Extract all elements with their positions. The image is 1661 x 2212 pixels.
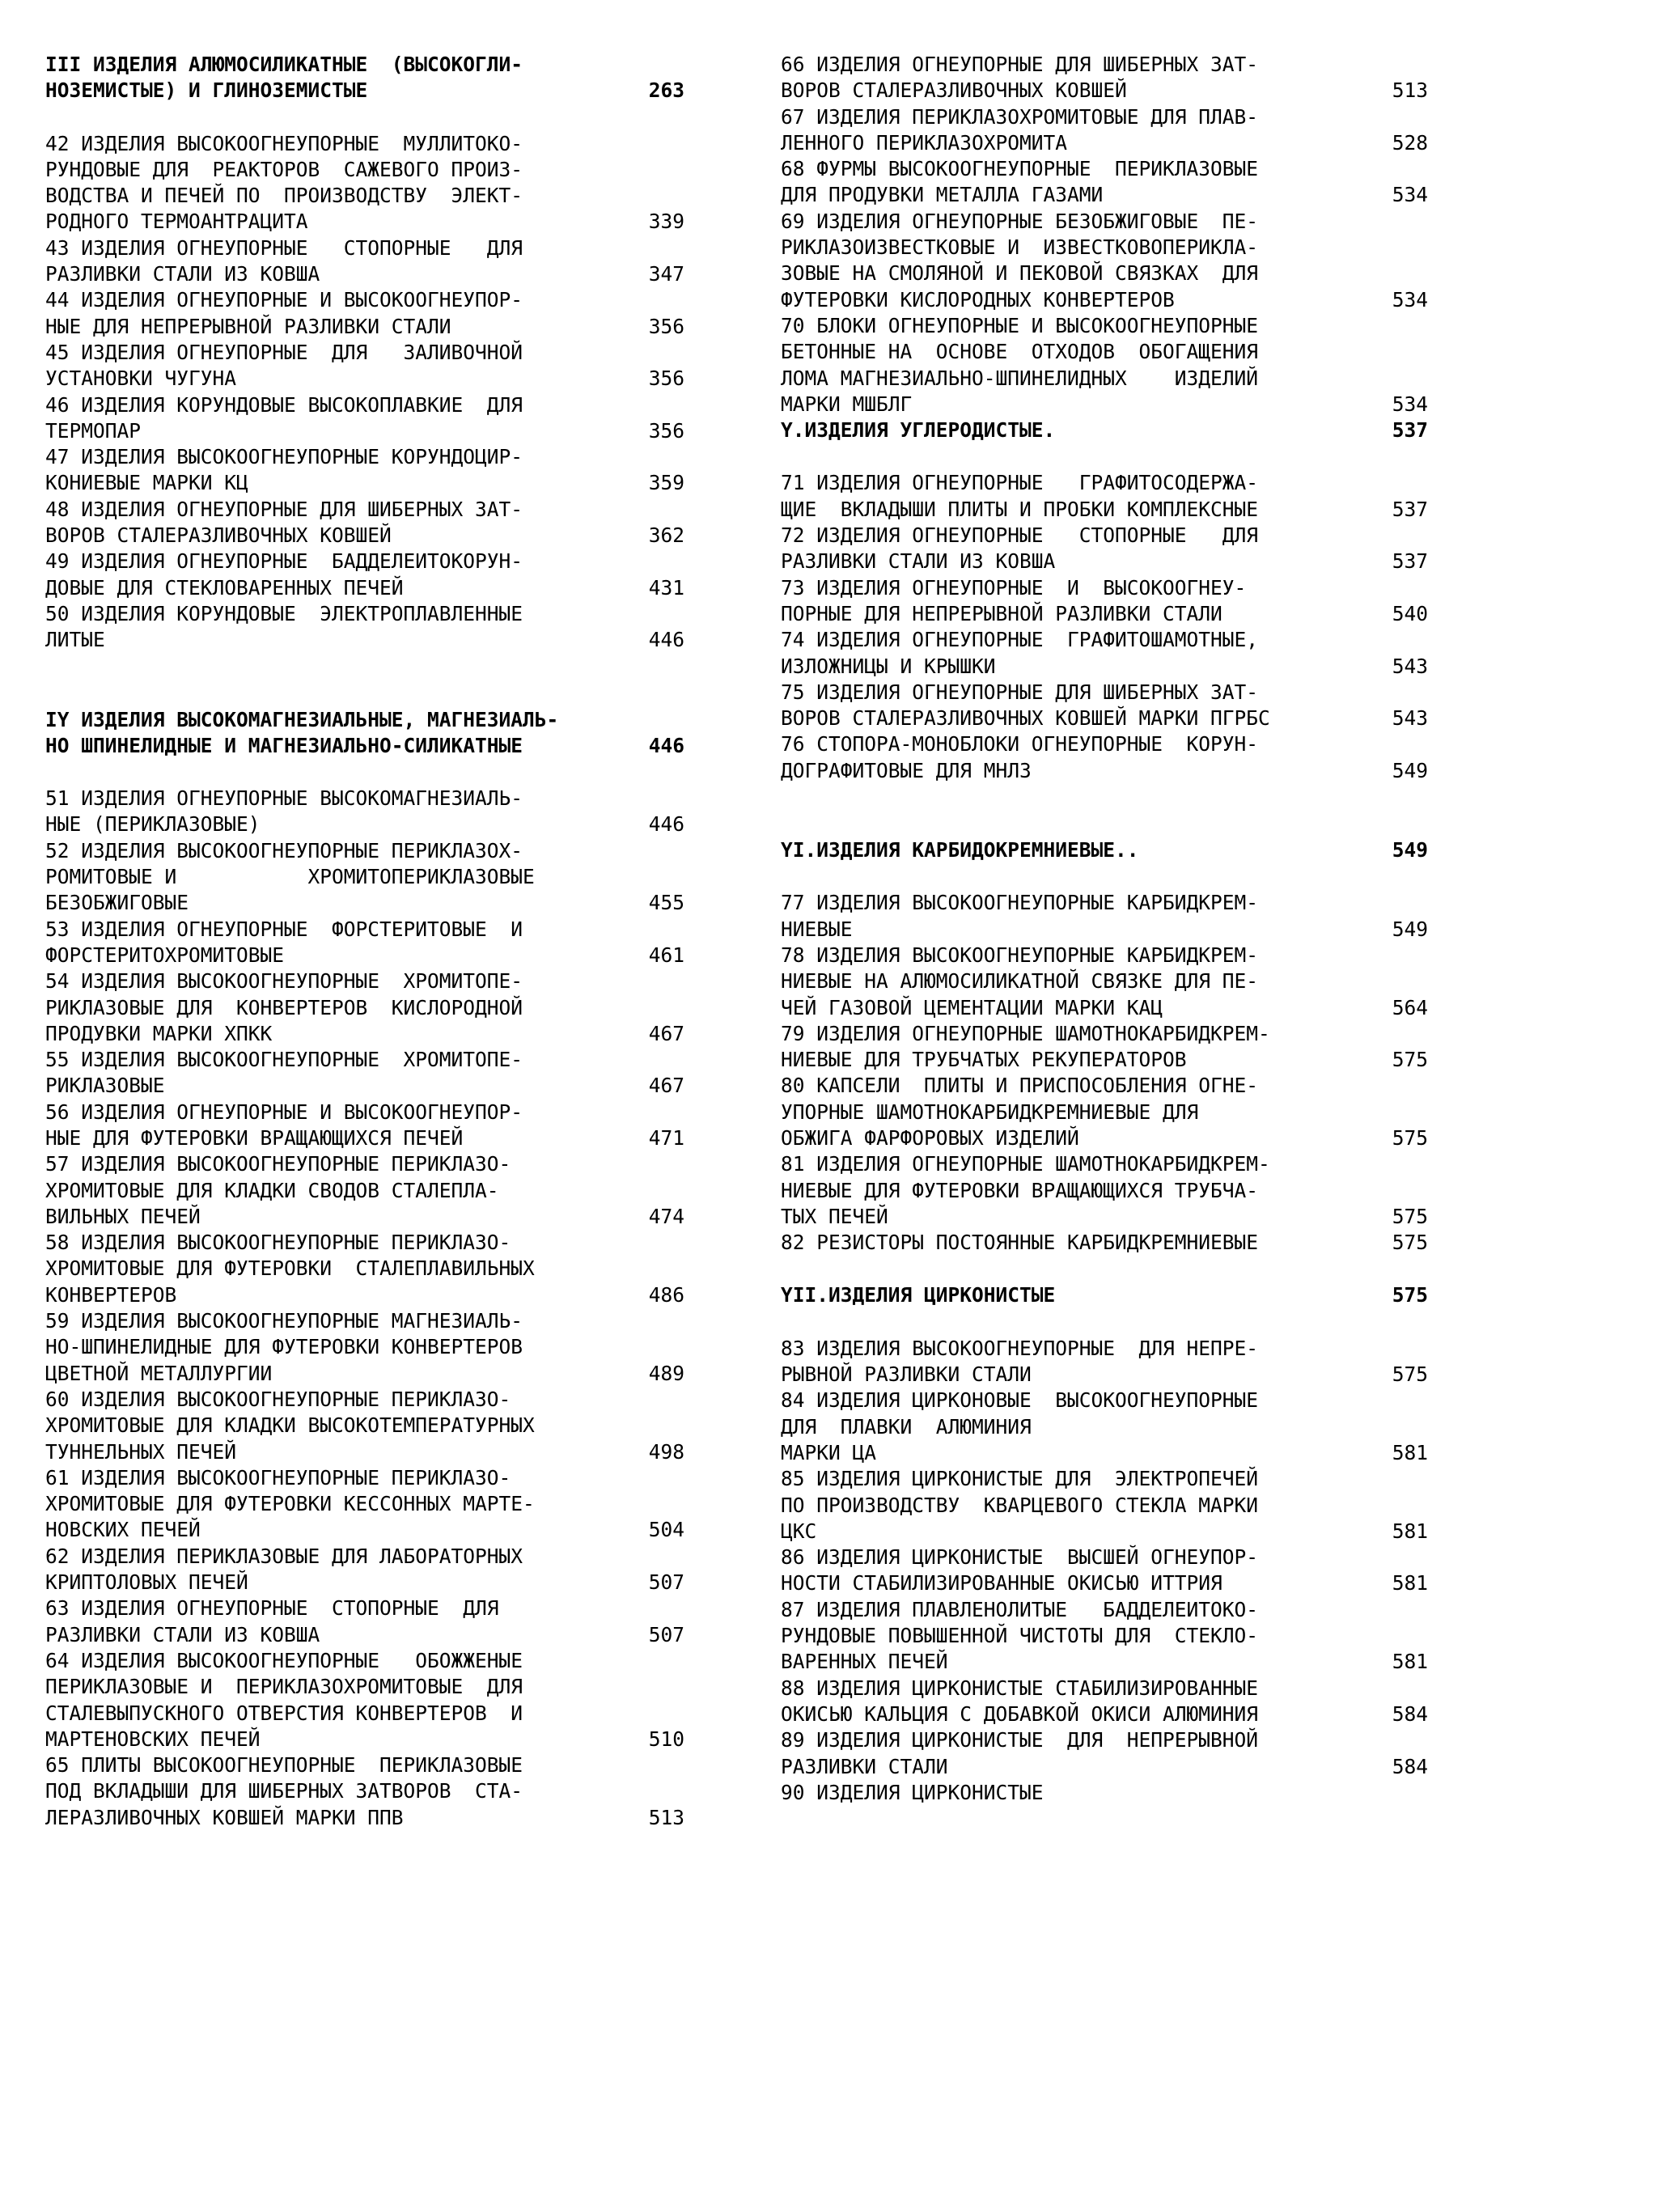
toc-entry	[781, 1336, 1428, 1388]
title-line: РЫВНОЙ РАЗЛИВКИ СТАЛИ	[781, 1362, 1032, 1387]
page-number: 446	[648, 733, 684, 757]
title-line: ВОРОВ СТАЛЕРАЗЛИВОЧНЫХ КОВШЕЙ	[781, 78, 1127, 103]
spacer	[45, 654, 684, 707]
entry-title	[781, 943, 1347, 1021]
page-number: 584	[1392, 1754, 1428, 1778]
entry-title	[781, 1021, 1347, 1074]
entry-title	[781, 1597, 1347, 1676]
title-line: ДОВЫЕ ДЛЯ СТЕКЛОВАРЕННЫХ ПЕЧЕЙ	[45, 575, 404, 600]
page-number: 549	[1392, 758, 1428, 782]
entry-title	[45, 968, 612, 1047]
entry-title	[781, 523, 1347, 575]
title-line: 59 ИЗДЕЛИЯ ВЫСОКООГНЕУПОРНЫЕ МАГНЕЗИАЛЬ-	[45, 1309, 523, 1333]
title-line: НИЕВЫЕ ДЛЯ ФУТЕРОВКИ ВРАЩАЮЩИХСЯ ТРУБЧА-	[781, 1178, 1259, 1202]
title-line: Y.ИЗДЕЛИЯ УГЛЕРОДИСТЫЕ.	[781, 418, 1056, 443]
title-line: 49 ИЗДЕЛИЯ ОГНЕУПОРНЫЕ БАДДЕЛЕИТОКОРУН-	[45, 549, 523, 574]
title-line: РУНДОВЫЕ ПОВЫШЕННОЙ ЧИСТОТЫ ДЛЯ СТЕКЛО-	[781, 1624, 1259, 1648]
page-number: 581	[1392, 1519, 1428, 1543]
toc-entry	[781, 209, 1428, 313]
title-line: IY ИЗДЕЛИЯ ВЫСОКОМАГНЕЗИАЛЬНЫЕ, МАГНЕЗИАЛЬ-	[45, 707, 559, 731]
title-line: ДОГРАФИТОВЫЕ ДЛЯ МНЛЗ	[781, 758, 1032, 782]
entry-title	[45, 497, 612, 549]
title-line: ХРОМИТОВЫЕ ДЛЯ ФУТЕРОВКИ СТАЛЕПЛАВИЛЬНЫХ	[45, 1256, 535, 1281]
title-line: 48 ИЗДЕЛИЯ ОГНЕУПОРНЫЕ ДЛЯ ШИБЕРНЫХ ЗАТ-	[45, 497, 523, 521]
entry-title	[781, 1466, 1347, 1545]
page-number: 263	[648, 78, 684, 103]
entry-title	[45, 838, 612, 917]
title-line: ФОРСТЕРИТОХРОМИТОВЫЕ	[45, 943, 285, 967]
entry-title	[45, 549, 612, 601]
toc-entry	[45, 131, 684, 235]
page-number: 581	[1392, 1571, 1428, 1595]
entry-title	[45, 601, 612, 654]
title-line: ВОДСТВА И ПЕЧЕЙ ПО ПРОИЗВОДСТВУ ЭЛЕКТ-	[45, 184, 523, 208]
toc-entry	[781, 943, 1428, 1021]
title-line: МАРТЕНОВСКИХ ПЕЧЕЙ	[45, 1727, 261, 1751]
title-line: ВОРОВ СТАЛЕРАЗЛИВОЧНЫХ КОВШЕЙ	[45, 523, 392, 548]
title-line: ЛЕРАЗЛИВОЧНЫХ КОВШЕЙ МАРКИ ППВ	[45, 1805, 404, 1829]
title-line: МАРКИ ЦА	[781, 1440, 877, 1464]
title-line: РАЗЛИВКИ СТАЛИ ИЗ КОВША	[45, 262, 320, 286]
toc-entry	[45, 444, 684, 497]
page-number: 471	[648, 1125, 684, 1150]
page-number: 584	[1392, 1701, 1428, 1726]
title-line: 80 КАПСЕЛИ ПЛИТЫ И ПРИСПОСОБЛЕНИЯ ОГНЕ-	[781, 1074, 1259, 1098]
spacer	[781, 784, 1428, 837]
title-line: 53 ИЗДЕЛИЯ ОГНЕУПОРНЫЕ ФОРСТЕРИТОВЫЕ И	[45, 917, 523, 941]
title-line: ВАРЕННЫХ ПЕЧЕЙ	[781, 1650, 948, 1674]
entry-title	[781, 1073, 1347, 1151]
page-number: 549	[1392, 838, 1428, 862]
title-line: РОДНОГО ТЕРМОАНТРАЦИТА	[45, 210, 308, 234]
title-line: ОКИСЬЮ КАЛЬЦИЯ С ДОБАВКОЙ ОКИСИ АЛЮМИНИЯ	[781, 1701, 1259, 1726]
page-number: 347	[648, 262, 684, 286]
title-line: ХРОМИТОВЫЕ ДЛЯ КЛАДКИ СВОДОВ СТАЛЕПЛА-	[45, 1178, 499, 1202]
page-number: 534	[1392, 183, 1428, 207]
toc-entry	[45, 968, 684, 1047]
section-title	[781, 1282, 1347, 1308]
entry-title	[781, 104, 1347, 157]
toc-entry	[45, 392, 684, 445]
title-line: РИКЛАЗОИЗВЕСТКОВЫЕ И ИЗВЕСТКОВОПЕРИКЛА-	[781, 235, 1259, 260]
toc-section-heading	[781, 417, 1428, 443]
toc-entry	[45, 1595, 684, 1648]
title-line: 65 ПЛИТЫ ВЫСОКООГНЕУПОРНЫЕ ПЕРИКЛАЗОВЫЕ	[45, 1753, 523, 1778]
entry-title	[781, 1780, 1347, 1806]
page-number: 507	[648, 1570, 684, 1595]
spacer	[45, 759, 684, 786]
toc-entry	[45, 1544, 684, 1596]
title-line: 74 ИЗДЕЛИЯ ОГНЕУПОРНЫЕ ГРАФИТОШАМОТНЫЕ,	[781, 628, 1259, 652]
title-line: ДЛЯ ПЛАВКИ АЛЮМИНИЯ	[781, 1414, 1032, 1439]
entry-title	[45, 1544, 612, 1596]
title-line: 70 БЛОКИ ОГНЕУПОРНЫЕ И ВЫСОКООГНЕУПОРНЫЕ	[781, 313, 1259, 337]
toc-section-heading	[45, 52, 684, 104]
title-line: СТАЛЕВЫПУСКНОГО ОТВЕРСТИЯ КОНВЕРТЕРОВ И	[45, 1701, 523, 1725]
entry-title	[781, 209, 1347, 313]
toc-entry	[781, 1151, 1428, 1230]
spacer	[781, 1256, 1428, 1282]
page-number: 564	[1392, 995, 1428, 1019]
entry-title	[45, 1387, 612, 1465]
entry-title	[45, 1595, 612, 1648]
title-line: КОНИЕВЫЕ МАРКИ КЦ	[45, 471, 248, 495]
title-line: НЫЕ (ПЕРИКЛАЗОВЫЕ)	[45, 812, 261, 837]
title-line: 90 ИЗДЕЛИЯ ЦИРКОНИСТЫЕ	[781, 1780, 1044, 1804]
entry-title	[45, 786, 612, 838]
title-line: РОМИТОВЫЕ И ХРОМИТОПЕРИКЛАЗОВЫЕ	[45, 865, 535, 889]
page-number: 513	[648, 1805, 684, 1829]
title-line: ЦВЕТНОЙ МЕТАЛЛУРГИИ	[45, 1361, 273, 1385]
title-line: ВОРОВ СТАЛЕРАЗЛИВОЧНЫХ КОВШЕЙ МАРКИ ПГРБС	[781, 706, 1270, 731]
section-title	[45, 707, 612, 760]
entry-title	[781, 890, 1347, 943]
page-number: 534	[1392, 287, 1428, 311]
entry-title	[781, 1151, 1347, 1230]
title-line: ЛОМА МАГНЕЗИАЛЬНО-ШПИНЕЛИДНЫХ ИЗДЕЛИЙ	[781, 366, 1259, 390]
page-number: 461	[648, 943, 684, 967]
page-number: 575	[1392, 1231, 1428, 1255]
entry-title	[45, 1047, 612, 1100]
toc-entry	[781, 470, 1428, 523]
page-number: 575	[1392, 1204, 1428, 1228]
toc-entry	[45, 1308, 684, 1387]
page-number: 537	[1392, 549, 1428, 574]
toc-entry	[781, 1597, 1428, 1676]
title-line: 43 ИЗДЕЛИЯ ОГНЕУПОРНЫЕ СТОПОРНЫЕ ДЛЯ	[45, 235, 523, 260]
page-number: 575	[1392, 1125, 1428, 1150]
toc-entry	[45, 1047, 684, 1100]
title-line: РИКЛАЗОВЫЕ	[45, 1074, 165, 1098]
title-line: 85 ИЗДЕЛИЯ ЦИРКОНИСТЫЕ ДЛЯ ЭЛЕКТРОПЕЧЕЙ	[781, 1467, 1259, 1491]
page-number: 510	[648, 1727, 684, 1751]
page-number: 537	[1392, 418, 1428, 443]
toc-entry	[781, 680, 1428, 732]
entry-title	[45, 287, 612, 340]
toc-entry	[45, 235, 684, 288]
title-line: 79 ИЗДЕЛИЯ ОГНЕУПОРНЫЕ ШАМОТНОКАРБИДКРЕМ-	[781, 1021, 1270, 1045]
page-number: 504	[648, 1518, 684, 1542]
title-line: 55 ИЗДЕЛИЯ ВЫСОКООГНЕУПОРНЫЕ ХРОМИТОПЕ-	[45, 1048, 523, 1072]
title-line: 45 ИЗДЕЛИЯ ОГНЕУПОРНЫЕ ДЛЯ ЗАЛИВОЧНОЙ	[45, 340, 523, 364]
title-line: УПОРНЫЕ ШАМОТНОКАРБИДКРЕМНИЕВЫЕ ДЛЯ	[781, 1100, 1199, 1124]
title-line: ТЕРМОПАР	[45, 418, 142, 443]
title-line: НИЕВЫЕ	[781, 917, 853, 941]
spacer	[45, 104, 684, 131]
page-number: 339	[648, 210, 684, 234]
entry-title	[781, 156, 1347, 209]
entry-title	[781, 731, 1347, 784]
spacer	[781, 443, 1428, 470]
title-line: 56 ИЗДЕЛИЯ ОГНЕУПОРНЫЕ И ВЫСОКООГНЕУПОР-	[45, 1100, 523, 1124]
title-line: РАЗЛИВКИ СТАЛИ ИЗ КОВША	[45, 1622, 320, 1646]
title-line: РАЗЛИВКИ СТАЛИ	[781, 1754, 948, 1778]
title-line: ПО ПРОИЗВОДСТВУ КВАРЦЕВОГО СТЕКЛА МАРКИ	[781, 1493, 1259, 1517]
title-line: 76 СТОПОРА-МОНОБЛОКИ ОГНЕУПОРНЫЕ КОРУН-	[781, 732, 1259, 756]
page-number: 446	[648, 628, 684, 652]
toc-entry	[781, 52, 1428, 104]
toc-entry	[781, 627, 1428, 680]
page-number: 486	[648, 1282, 684, 1307]
entry-title	[781, 575, 1347, 628]
entry-title	[45, 1151, 612, 1230]
entry-title	[45, 917, 612, 969]
toc-entry	[781, 1466, 1428, 1545]
title-line: 46 ИЗДЕЛИЯ КОРУНДОВЫЕ ВЫСОКОПЛАВКИЕ ДЛЯ	[45, 392, 523, 417]
title-line: ХРОМИТОВЫЕ ДЛЯ КЛАДКИ ВЫСОКОТЕМПЕРАТУРНЫХ	[45, 1413, 535, 1438]
title-line: 87 ИЗДЕЛИЯ ПЛАВЛЕНОЛИТЫЕ БАДДЕЛЕИТОКО-	[781, 1597, 1259, 1621]
entry-title	[45, 131, 612, 235]
spacer	[781, 863, 1428, 890]
toc-column-left	[45, 52, 684, 1831]
spacer	[781, 1309, 1428, 1336]
toc-entry	[781, 104, 1428, 157]
title-line: РУНДОВЫЕ ДЛЯ РЕАКТОРОВ САЖЕВОГО ПРОИЗ-	[45, 157, 523, 181]
title-line: 81 ИЗДЕЛИЯ ОГНЕУПОРНЫЕ ШАМОТНОКАРБИДКРЕМ-	[781, 1152, 1270, 1176]
page-number: 543	[1392, 654, 1428, 678]
page-number: 356	[648, 367, 684, 391]
title-line: НОЗЕМИСТЫЕ) И ГЛИНОЗЕМИСТЫЕ	[45, 78, 368, 103]
entry-title	[45, 235, 612, 288]
toc-entry	[45, 1648, 684, 1752]
page-number: 498	[648, 1439, 684, 1464]
title-line: 64 ИЗДЕЛИЯ ВЫСОКООГНЕУПОРНЫЕ ОБОЖЖЕНЫЕ	[45, 1648, 523, 1672]
title-line: ФУТЕРОВКИ КИСЛОРОДНЫХ КОНВЕРТЕРОВ	[781, 287, 1175, 311]
entry-title	[45, 1465, 612, 1544]
entry-title	[45, 340, 612, 392]
title-line: ЛЕННОГО ПЕРИКЛАЗОХРОМИТА	[781, 130, 1068, 155]
title-line: ПЕРИКЛАЗОВЫЕ И ПЕРИКЛАЗОХРОМИТОВЫЕ ДЛЯ	[45, 1675, 523, 1699]
title-line: 54 ИЗДЕЛИЯ ВЫСОКООГНЕУПОРНЫЕ ХРОМИТОПЕ-	[45, 969, 523, 994]
title-line: 84 ИЗДЕЛИЯ ЦИРКОНОВЫЕ ВЫСОКООГНЕУПОРНЫЕ	[781, 1388, 1259, 1413]
page-number: 431	[648, 575, 684, 600]
toc-entry	[45, 549, 684, 601]
title-line: YI.ИЗДЕЛИЯ КАРБИДОКРЕМНИЕВЫЕ..	[781, 838, 1139, 862]
page-number: 575	[1392, 1048, 1428, 1072]
title-line: ДЛЯ ПРОДУВКИ МЕТАЛЛА ГАЗАМИ	[781, 183, 1104, 207]
entry-title	[45, 1648, 612, 1752]
title-line: 77 ИЗДЕЛИЯ ВЫСОКООГНЕУПОРНЫЕ КАРБИДКРЕМ-	[781, 891, 1259, 915]
page-number: 455	[648, 891, 684, 915]
page-number: 581	[1392, 1440, 1428, 1464]
entry-title	[781, 52, 1347, 104]
toc-entry	[45, 601, 684, 654]
entry-title	[781, 1336, 1347, 1388]
toc-entry	[781, 1676, 1428, 1728]
entry-title	[781, 1545, 1347, 1597]
title-line: III ИЗДЕЛИЯ АЛЮМОСИЛИКАТНЫЕ (ВЫСОКОГЛИ-	[45, 53, 523, 76]
page-number: 474	[648, 1204, 684, 1228]
title-line: 57 ИЗДЕЛИЯ ВЫСОКООГНЕУПОРНЫЕ ПЕРИКЛАЗО-	[45, 1152, 511, 1176]
entry-title	[781, 680, 1347, 732]
title-line: НОВСКИХ ПЕЧЕЙ	[45, 1518, 201, 1542]
title-line: НОСТИ СТАБИЛИЗИРОВАННЫЕ ОКИСЬЮ ИТТРИЯ	[781, 1571, 1222, 1595]
page-number: 540	[1392, 601, 1428, 625]
toc-entry	[45, 1100, 684, 1152]
entry-title	[45, 1100, 612, 1152]
title-line: 51 ИЗДЕЛИЯ ОГНЕУПОРНЫЕ ВЫСОКОМАГНЕЗИАЛЬ-	[45, 786, 523, 811]
toc-section-heading	[781, 837, 1428, 863]
title-line: КРИПТОЛОВЫХ ПЕЧЕЙ	[45, 1570, 248, 1595]
title-line: ПОРНЫЕ ДЛЯ НЕПРЕРЫВНОЙ РАЗЛИВКИ СТАЛИ	[781, 601, 1222, 625]
title-line: 61 ИЗДЕЛИЯ ВЫСОКООГНЕУПОРНЫЕ ПЕРИКЛАЗО-	[45, 1465, 511, 1489]
title-line: 66 ИЗДЕЛИЯ ОГНЕУПОРНЫЕ ДЛЯ ШИБЕРНЫХ ЗАТ-	[781, 53, 1259, 76]
toc-entry	[781, 1073, 1428, 1151]
toc-entry	[781, 156, 1428, 209]
page-number: 356	[648, 314, 684, 338]
title-line: 89 ИЗДЕЛИЯ ЦИРКОНИСТЫЕ ДЛЯ НЕПРЕРЫВНОЙ	[781, 1728, 1259, 1752]
title-line: ОБЖИГА ФАРФОРОВЫХ ИЗДЕЛИЙ	[781, 1125, 1079, 1150]
title-line: РИКЛАЗОВЫЕ ДЛЯ КОНВЕРТЕРОВ КИСЛОРОДНОЙ	[45, 995, 523, 1019]
title-line: ТУННЕЛЬНЫХ ПЕЧЕЙ	[45, 1439, 237, 1464]
toc-section-heading	[781, 1282, 1428, 1308]
toc-entry	[781, 890, 1428, 943]
page-number: 489	[648, 1361, 684, 1385]
page-number: 543	[1392, 706, 1428, 731]
title-line: 73 ИЗДЕЛИЯ ОГНЕУПОРНЫЕ И ВЫСОКООГНЕУ-	[781, 575, 1247, 600]
entry-title	[45, 392, 612, 445]
title-line: ЗОВЫЕ НА СМОЛЯНОЙ И ПЕКОВОЙ СВЯЗКАХ ДЛЯ	[781, 261, 1259, 286]
title-line: 88 ИЗДЕЛИЯ ЦИРКОНИСТЫЕ СТАБИЛИЗИРОВАННЫЕ	[781, 1676, 1259, 1700]
section-title	[45, 52, 612, 104]
toc-entry	[45, 497, 684, 549]
title-line: КОНВЕРТЕРОВ	[45, 1282, 177, 1307]
page-number: 549	[1392, 917, 1428, 941]
title-line: 75 ИЗДЕЛИЯ ОГНЕУПОРНЫЕ ДЛЯ ШИБЕРНЫХ ЗАТ-	[781, 680, 1259, 704]
title-line: 50 ИЗДЕЛИЯ КОРУНДОВЫЕ ЭЛЕКТРОПЛАВЛЕННЫЕ	[45, 601, 523, 625]
title-line: ЩИЕ ВКЛАДЫШИ ПЛИТЫ И ПРОБКИ КОМПЛЕКСНЫЕ	[781, 497, 1259, 521]
page-number: 467	[648, 1074, 684, 1098]
page-number: 362	[648, 523, 684, 548]
title-line: 78 ИЗДЕЛИЯ ВЫСОКООГНЕУПОРНЫЕ КАРБИДКРЕМ-	[781, 943, 1259, 967]
page-number: 575	[1392, 1362, 1428, 1387]
entry-title	[781, 1230, 1347, 1256]
title-line: ВИЛЬНЫХ ПЕЧЕЙ	[45, 1204, 201, 1228]
toc-entry	[781, 313, 1428, 417]
page-number: 446	[648, 812, 684, 837]
title-line: 71 ИЗДЕЛИЯ ОГНЕУПОРНЫЕ ГРАФИТОСОДЕРЖА-	[781, 471, 1259, 495]
title-line: 68 ФУРМЫ ВЫСОКООГНЕУПОРНЫЕ ПЕРИКЛАЗОВЫЕ	[781, 157, 1259, 181]
entry-title	[781, 470, 1347, 523]
title-line: НО ШПИНЕЛИДНЫЕ И МАГНЕЗИАЛЬНО-СИЛИКАТНЫЕ	[45, 733, 523, 757]
title-line: 47 ИЗДЕЛИЯ ВЫСОКООГНЕУПОРНЫЕ КОРУНДОЦИР-	[45, 445, 523, 469]
toc-entry	[781, 1780, 1428, 1806]
entry-title	[781, 1388, 1347, 1466]
title-line: НИЕВЫЕ ДЛЯ ТРУБЧАТЫХ РЕКУПЕРАТОРОВ	[781, 1048, 1187, 1072]
title-line: 60 ИЗДЕЛИЯ ВЫСОКООГНЕУПОРНЫЕ ПЕРИКЛАЗО-	[45, 1387, 511, 1411]
page-number: 534	[1392, 392, 1428, 416]
toc-entry	[781, 1021, 1428, 1074]
title-line: 44 ИЗДЕЛИЯ ОГНЕУПОРНЫЕ И ВЫСОКООГНЕУПОР-	[45, 288, 523, 312]
entry-title	[781, 313, 1347, 417]
entry-title	[45, 1308, 612, 1387]
title-line: 82 РЕЗИСТОРЫ ПОСТОЯННЫЕ КАРБИДКРЕМНИЕВЫЕ	[781, 1231, 1259, 1255]
title-line: ПРОДУВКИ МАРКИ ХПКК	[45, 1021, 273, 1045]
title-line: 52 ИЗДЕЛИЯ ВЫСОКООГНЕУПОРНЫЕ ПЕРИКЛАЗОХ-	[45, 838, 523, 862]
page-number: 581	[1392, 1650, 1428, 1674]
title-line: 67 ИЗДЕЛИЯ ПЕРИКЛАЗОХРОМИТОВЫЕ ДЛЯ ПЛАВ-	[781, 104, 1259, 129]
section-title	[781, 417, 1347, 443]
page-number: 507	[648, 1622, 684, 1646]
title-line: ХРОМИТОВЫЕ ДЛЯ ФУТЕРОВКИ КЕССОННЫХ МАРТЕ-	[45, 1492, 535, 1516]
toc-entry	[45, 1752, 684, 1831]
title-line: НЫЕ ДЛЯ ФУТЕРОВКИ ВРАЩАЮЩИХСЯ ПЕЧЕЙ	[45, 1125, 464, 1150]
entry-title	[45, 444, 612, 497]
page-number: 513	[1392, 78, 1428, 103]
toc-entry	[781, 1545, 1428, 1597]
toc-entry	[45, 1151, 684, 1230]
title-line: НО-ШПИНЕЛИДНЫЕ ДЛЯ ФУТЕРОВКИ КОНВЕРТЕРОВ	[45, 1335, 523, 1359]
toc-section-heading	[45, 707, 684, 760]
title-line: 58 ИЗДЕЛИЯ ВЫСОКООГНЕУПОРНЫЕ ПЕРИКЛАЗО-	[45, 1231, 511, 1255]
page-number: 356	[648, 418, 684, 443]
toc-entry	[781, 1230, 1428, 1256]
toc-entry	[45, 1465, 684, 1544]
title-line: БЕТОННЫЕ НА ОСНОВЕ ОТХОДОВ ОБОГАЩЕНИЯ	[781, 340, 1259, 364]
page-number: 467	[648, 1021, 684, 1045]
title-line: НЫЕ ДЛЯ НЕПРЕРЫВНОЙ РАЗЛИВКИ СТАЛИ	[45, 314, 451, 338]
title-line: НИЕВЫЕ НА АЛЮМОСИЛИКАТНОЙ СВЯЗКЕ ДЛЯ ПЕ-	[781, 969, 1259, 994]
title-line: 69 ИЗДЕЛИЯ ОГНЕУПОРНЫЕ БЕЗОБЖИГОВЫЕ ПЕ-	[781, 209, 1259, 233]
toc-entry	[45, 786, 684, 838]
title-line: БЕЗОБЖИГОВЫЕ	[45, 891, 189, 915]
toc-entry	[781, 575, 1428, 628]
section-title	[781, 837, 1347, 863]
title-line: ЛИТЫЕ	[45, 628, 105, 652]
entry-title	[45, 1230, 612, 1308]
title-line: ЧЕЙ ГАЗОВОЙ ЦЕМЕНТАЦИИ МАРКИ КАЦ	[781, 995, 1163, 1019]
toc-entry	[781, 1388, 1428, 1466]
title-line: 86 ИЗДЕЛИЯ ЦИРКОНИСТЫЕ ВЫСШЕЙ ОГНЕУПОР-	[781, 1545, 1259, 1570]
toc-entry	[781, 731, 1428, 784]
title-line: 62 ИЗДЕЛИЯ ПЕРИКЛАЗОВЫЕ ДЛЯ ЛАБОРАТОРНЫХ	[45, 1544, 523, 1568]
title-line: МАРКИ МШБЛГ	[781, 392, 913, 416]
entry-title	[781, 1727, 1347, 1780]
entry-title	[781, 1676, 1347, 1728]
title-line: ЦКС	[781, 1519, 817, 1543]
toc-entry	[45, 917, 684, 969]
toc-entry	[781, 523, 1428, 575]
page-number: 537	[1392, 497, 1428, 521]
title-line: РАЗЛИВКИ СТАЛИ ИЗ КОВША	[781, 549, 1056, 574]
toc-entry	[45, 1387, 684, 1465]
title-line: YII.ИЗДЕЛИЯ ЦИРКОНИСТЫЕ	[781, 1283, 1056, 1307]
page-number: 575	[1392, 1283, 1428, 1307]
toc-entry	[781, 1727, 1428, 1780]
toc-entry	[45, 1230, 684, 1308]
toc-column-right	[781, 52, 1428, 1806]
title-line: ПОД ВКЛАДЫШИ ДЛЯ ШИБЕРНЫХ ЗАТВОРОВ СТА-	[45, 1779, 523, 1803]
entry-title	[45, 1752, 612, 1831]
page-number: 528	[1392, 130, 1428, 155]
title-line: 72 ИЗДЕЛИЯ ОГНЕУПОРНЫЕ СТОПОРНЫЕ ДЛЯ	[781, 523, 1259, 548]
toc-entry	[45, 340, 684, 392]
title-line: УСТАНОВКИ ЧУГУНА	[45, 367, 237, 391]
toc-entry	[45, 838, 684, 917]
page-number: 359	[648, 471, 684, 495]
toc-entry	[45, 287, 684, 340]
title-line: ИЗЛОЖНИЦЫ И КРЫШКИ	[781, 654, 996, 678]
title-line: 42 ИЗДЕЛИЯ ВЫСОКООГНЕУПОРНЫЕ МУЛЛИТОКО-	[45, 131, 523, 155]
title-line: ТЫХ ПЕЧЕЙ	[781, 1204, 888, 1228]
title-line: 83 ИЗДЕЛИЯ ВЫСОКООГНЕУПОРНЫЕ ДЛЯ НЕПРЕ-	[781, 1336, 1259, 1360]
title-line: 63 ИЗДЕЛИЯ ОГНЕУПОРНЫЕ СТОПОРНЫЕ ДЛЯ	[45, 1596, 499, 1621]
entry-title	[781, 627, 1347, 680]
